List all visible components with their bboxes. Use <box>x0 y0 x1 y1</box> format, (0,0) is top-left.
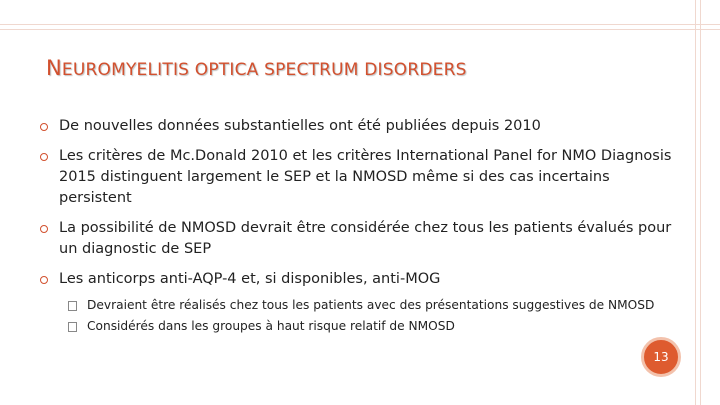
page-number-badge: 13 <box>641 337 681 377</box>
slide-title <box>46 56 467 80</box>
ring-bullet-icon <box>40 276 48 284</box>
ring-bullet-icon <box>40 225 48 233</box>
frame-line-right <box>695 0 696 405</box>
square-bullet-icon <box>68 301 77 311</box>
bullet-item <box>39 116 679 137</box>
bullet-text: Les critères de Mc.Donald 2010 et les critères International Panel for NMO Diagnosis 2015 distinguent largement le SEP et la NMOSD même si des cas incertains persistent <box>59 148 672 206</box>
sub-bullet-list <box>59 295 679 337</box>
sub-bullet-text: Devraient être réalisés chez tous les patients avec des présentations suggestives de NMOSD <box>87 298 655 312</box>
square-bullet-icon <box>68 322 77 332</box>
slide-title-rest: EUROMYELITIS OPTICA SPECTRUM DISORDERS <box>61 60 467 80</box>
ring-bullet-icon <box>40 153 48 161</box>
frame-line-right-inner <box>700 0 701 405</box>
ring-bullet-icon <box>40 123 48 131</box>
sub-bullet-item <box>59 316 679 337</box>
bullet-text: Les anticorps anti-AQP-4 et, si disponibles, anti-MOG <box>59 271 441 287</box>
bullet-list <box>39 116 679 346</box>
frame-line-top-inner <box>0 29 720 30</box>
bullet-item <box>39 146 679 209</box>
frame-line-top <box>0 24 720 25</box>
bullet-text: La possibilité de NMOSD devrait être considérée chez tous les patients évalués pour un diagnostic de SEP <box>59 220 672 257</box>
sub-bullet-text: Considérés dans les groupes à haut risque relatif de NMOSD <box>87 319 455 333</box>
bullet-item <box>39 269 679 337</box>
bullet-text: De nouvelles données substantielles ont été publiées depuis 2010 <box>59 118 541 134</box>
sub-bullet-item <box>59 295 679 316</box>
bullet-item <box>39 218 679 260</box>
slide-title-initial: N <box>46 56 62 80</box>
